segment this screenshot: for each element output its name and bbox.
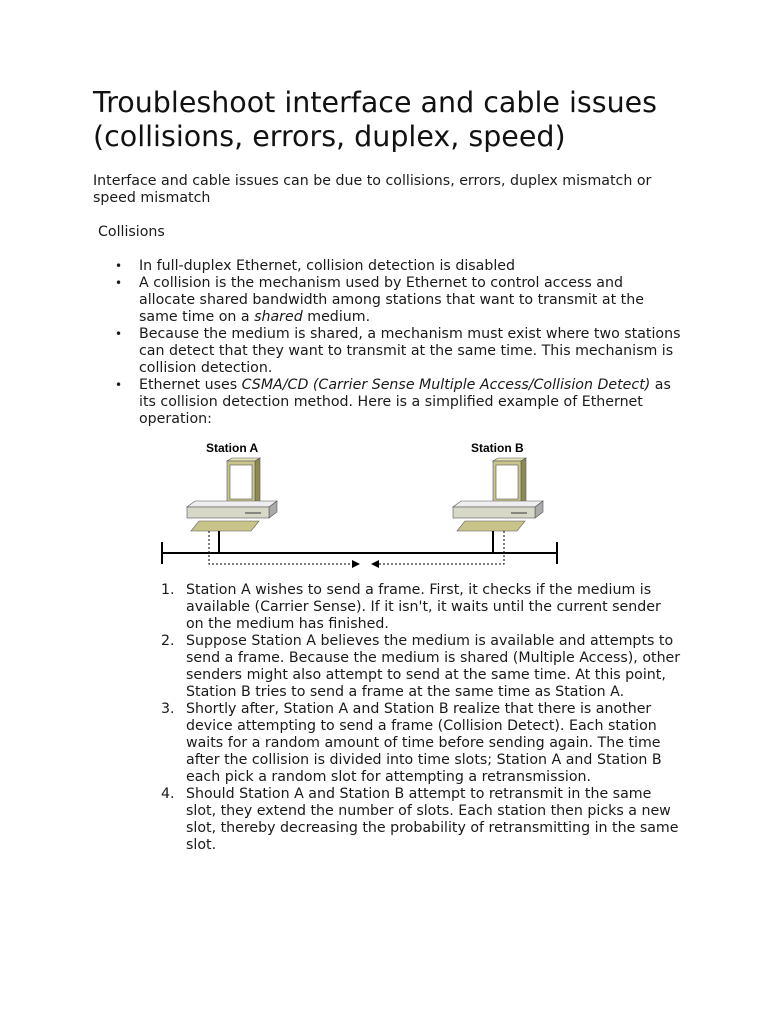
csma-cd-diagram: [157, 438, 577, 578]
network-diagram-svg: [157, 438, 577, 578]
document-page: [93, 86, 683, 854]
station-b-computer-icon: [453, 458, 543, 531]
arrow-right-icon: [352, 560, 360, 568]
page-title: Troubleshoot interface and cable issues (collisions, errors, duplex, speed): [93, 86, 658, 153]
step-item: 4. Should Station A and Station B attempt to retransmit in the same slot, they extend the number of slots. Each station then picks a new slot, thereby decreasing the probability of retransmitting in the same slot.: [161, 786, 679, 853]
csma-cd-steps-list: [93, 582, 683, 854]
transmission-arrows: [209, 531, 504, 564]
step-item: 2. Suppose Station A believes the medium is available and attempts to send a frame. Because the medium is shared (Multiple Access), other senders might also attempt to send at the same time. At this point, Station B tries to send a frame at the same time as Station A.: [161, 633, 681, 700]
step-item: 1. Station A wishes to send a frame. First, it checks if the medium is available (Carrier Sense). If it isn't, it waits until the current sender on the medium has finished.: [161, 582, 661, 632]
collision-bullet-list: [93, 258, 683, 428]
bullet-item: • Ethernet uses CSMA/CD (Carrier Sense Multiple Access/Collision Detect) as its collision detection method. Here is a simplified example of Ethernet operation:: [139, 377, 683, 428]
bullet-item: • Because the medium is shared, a mechanism must exist where two stations can detect that they want to transmit at the same time. This mechanism is collision detection.: [139, 326, 683, 377]
shared-medium-bus: [162, 531, 557, 564]
arrow-left-icon: [371, 560, 379, 568]
station-a-computer-icon: [187, 458, 277, 531]
intro-paragraph: Interface and cable issues can be due to collisions, errors, duplex mismatch or speed mismatch: [93, 173, 652, 206]
step-item: 3. Shortly after, Station A and Station B realize that there is another device attempting to send a frame (Collision Detect). Each station waits for a random amount of time before sending again. The time after the collision is divided into time slots; Station A and Station B each pick a random slot for attempting a retransmission.: [161, 701, 662, 785]
bullet-item: • A collision is the mechanism used by Ethernet to control access and allocate shared bandwidth among stations that want to transmit at the same time on a shared medium.: [139, 275, 683, 326]
bullet-item: • In full-duplex Ethernet, collision detection is disabled: [139, 258, 683, 275]
station-a-label: Station A: [206, 441, 259, 455]
station-b-label: Station B: [471, 441, 524, 455]
section-heading-collisions: Collisions: [98, 224, 165, 240]
